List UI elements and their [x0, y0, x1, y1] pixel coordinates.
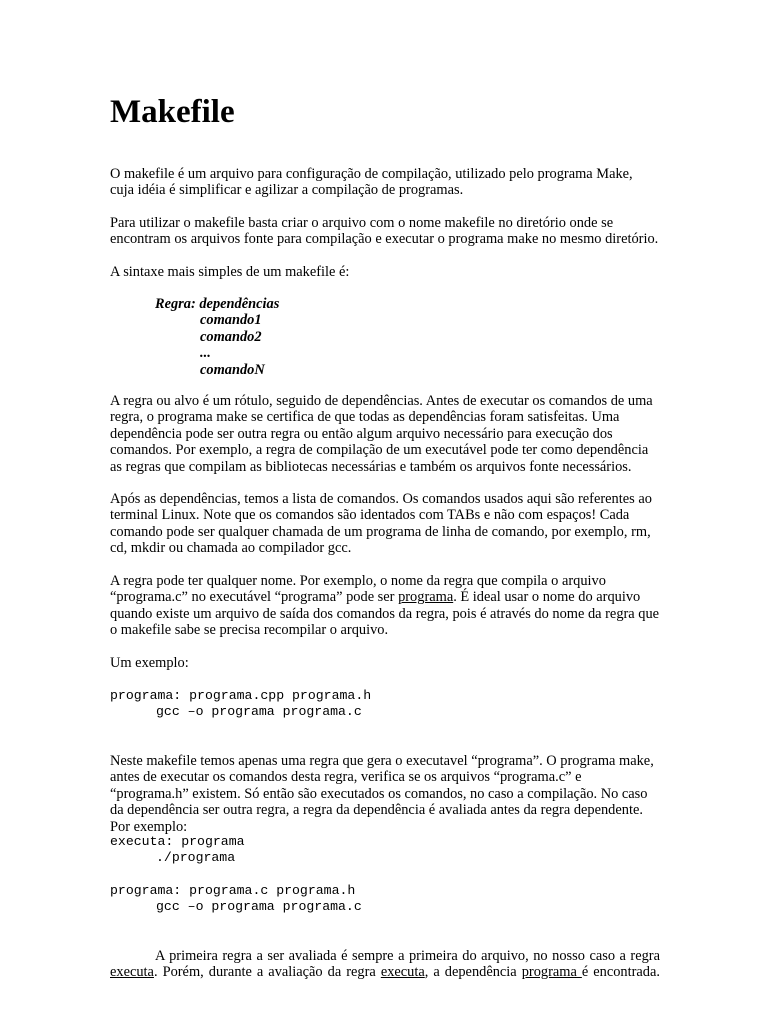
code-example-1 [110, 688, 371, 721]
executa-link[interactable]: executa [110, 964, 154, 981]
evaluation-line-2 [110, 964, 660, 980]
programa-link[interactable]: programa [398, 589, 454, 606]
code-line: gcc –o programa programa.c [156, 899, 362, 915]
code-line: programa: programa.cpp programa.h [110, 688, 372, 703]
explanation-paragraph: Neste makefile temos apenas uma regra que gera o executavel “programa”. O programa make, antes de executar os comandos desta regra, verifica se os arquivos “programa.c” e “programa.h” existem. Só então são executados os comandos, no caso a compilação. No caso da dependência ser outra regra, a regra da dependência é avaliada antes da regra dependente. Por exemplo: [110, 753, 654, 835]
paragraph-text: . Porém, durante a avaliação da regra [153, 964, 381, 981]
rule-name-paragraph [110, 573, 660, 639]
syntax-ellipsis-line: ... [200, 345, 211, 362]
example-label: Um exemplo: [110, 655, 189, 671]
evaluation-line-1: A primeira regra a ser avaliada é sempre a primeira do arquivo, no nosso caso a regra [155, 948, 660, 964]
code-line: programa: programa.c programa.h [110, 883, 356, 898]
usage-paragraph: Para utilizar o makefile basta criar o arquivo com o nome makefile no diretório onde se encontram os arquivos fonte para compilação e executar o programa make no mesmo diretório. [110, 215, 659, 248]
evaluation-paragraph [110, 948, 660, 981]
programa-link[interactable]: programa [521, 964, 582, 981]
syntax-command-line: comandoN [200, 361, 265, 378]
syntax-intro-paragraph: A sintaxe mais simples de um makefile é: [110, 264, 350, 280]
paragraph-text: é encontrada. [581, 964, 660, 981]
code-line: ./programa [156, 850, 236, 866]
commands-paragraph: Após as dependências, temos a lista de comandos. Os comandos usados aqui são referentes ao terminal Linux. Note que os comandos são identados com TABs e não com espaços! Cada comando pode ser qualquer chamada de um programa de linha de comando, por exemplo, rm, cd, mkdir ou chamada ao compilador gcc. [110, 491, 652, 557]
executa-link[interactable]: executa [380, 964, 425, 981]
syntax-rule-line: Regra: dependências [155, 296, 280, 312]
syntax-command-line: comando1 [200, 312, 262, 329]
syntax-block [155, 296, 279, 378]
code-line: executa: programa [110, 834, 245, 849]
intro-paragraph: O makefile é um arquivo para configuração de compilação, utilizado pelo programa Make, cuja idéia é simplificar e agilizar a compilação de programas. [110, 166, 633, 199]
syntax-command-line: comando2 [200, 328, 262, 345]
code-example-2 [110, 834, 245, 867]
code-line: gcc –o programa programa.c [156, 704, 362, 720]
paragraph-text: A regra pode ter qualquer nome. Por exemplo, o nome da regra que compila o arquivo “programa.c” no executável “programa” pode ser [110, 573, 606, 606]
paragraph-text: . É ideal usar o nome do arquivo quando existe um arquivo de saída dos comandos da regra, pois é através do nome da regra que o makefile sabe se precisa recompilar o arquivo. [110, 589, 660, 639]
rule-description-paragraph: A regra ou alvo é um rótulo, seguido de dependências. Antes de executar os comandos de uma regra, o programa make se certifica de que todas as dependências foram satisfeitas. Uma dependência pode ser outra regra ou então algum arquivo necessário para execução dos comandos. Por exemplo, a regra de compilação de um executável pode ter como dependência as regras que compilam as bibliotecas necessárias e também os arquivos fonte necessários. [110, 393, 653, 475]
page-title: Makefile [110, 94, 235, 130]
code-example-3 [110, 883, 362, 916]
paragraph-text: , a dependência [424, 964, 522, 981]
